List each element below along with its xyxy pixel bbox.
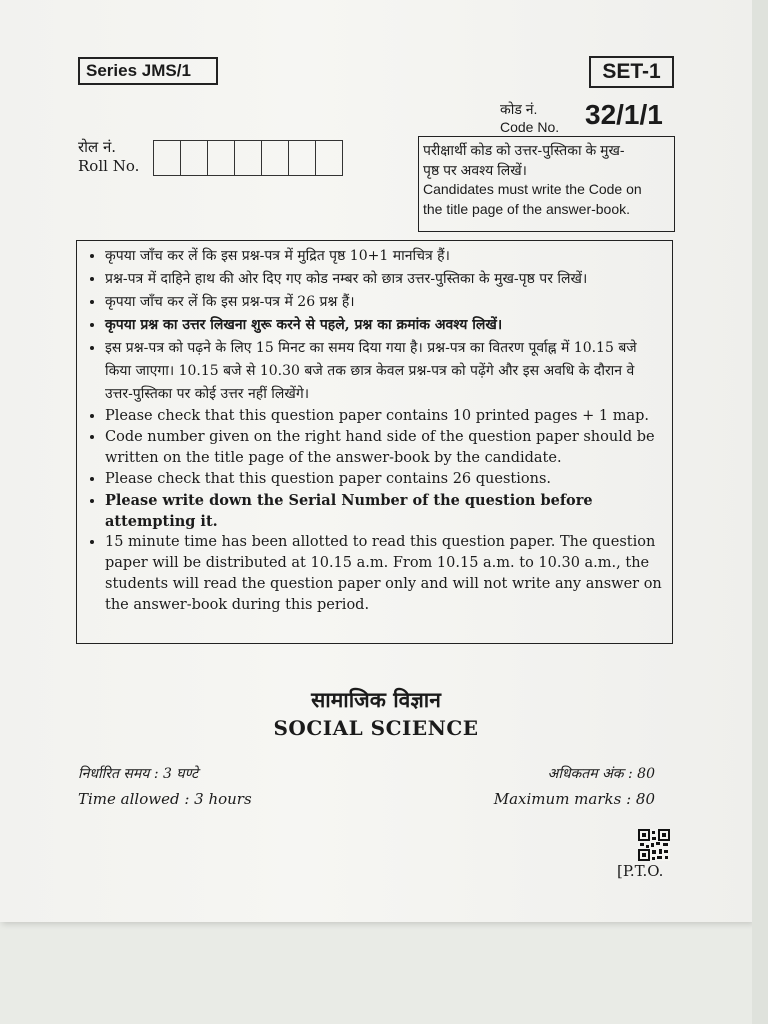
maximum-marks-english: Maximum marks : 80 [493,790,655,808]
instruction-hindi-code: • प्रश्न-पत्र में दाहिने हाथ की ओर दिए गए कोड नम्बर को छात्र उत्तर-पुस्तिका के मुख-पृष्ठ पर लिखें। [105,268,662,291]
instruction-hindi-pages: • कृपया जाँच कर लें कि इस प्रश्न-पत्र में मुद्रित पृष्ठ 10+1 मानचित्र हैं। [105,245,662,268]
instruction-english-pages: • Please check that this question paper contains 10 printed pages + 1 map. [105,406,662,427]
instruction-hindi-reading-time: • इस प्रश्न-पत्र को पढ़ने के लिए 15 मिनट का समय दिया गया है। प्रश्न-पत्र का वितरण पूर्वाह्न में 10.15 बजे किया जाएगा। 10.15 बजे से 10.30 बजे तक छात्र केवल प्रश्न-पत्र को पढ़ेंगे और इस अवधि के दौरान वे उत्तर-पुस्तिका पर कोई उत्तर नहीं लिखेंगे। [105,337,662,406]
instruction-hindi-serial: • कृपया प्रश्न का उत्तर लिखना शुरू करने से पहले, प्रश्न का क्रमांक अवश्य लिखें। [105,314,662,337]
instructions-box [76,240,673,644]
subject-title-hindi: सामाजिक विज्ञान [311,687,441,712]
instruction-english-code: • Code number given on the right hand side of the question paper should be written on the title page of the answer-book by the candidate. [105,427,662,469]
roll-label-hindi: रोल नं. [78,138,117,156]
instruction-hindi-questions: • कृपया जाँच कर लें कि इस प्रश्न-पत्र में 26 प्रश्न हैं। [105,291,662,314]
roll-digit-box[interactable] [289,141,316,175]
series-label: Series JMS/1 [78,57,218,85]
instruction-english-serial: • Please write down the Serial Number of the question before attempting it. [105,490,662,532]
code-number-value: 32/1/1 [585,99,663,130]
roll-digit-box[interactable] [235,141,262,175]
roll-label-english: Roll No. [78,157,140,175]
qr-code-icon [638,829,670,861]
subject-title-english: SOCIAL SCIENCE [273,716,479,740]
candidate-note-english-line2: the title page of the answer-book. [423,200,631,217]
code-number-label [500,100,559,136]
roll-number-label [78,138,139,176]
background-edge [752,0,768,1024]
roll-digit-box[interactable] [262,141,289,175]
set-label: SET-1 [589,56,674,88]
instruction-english-questions: • Please check that this question paper contains 26 questions. [105,469,662,490]
instructions-list [87,245,662,616]
code-label-english: Code No. [500,119,560,135]
roll-digit-box[interactable] [208,141,235,175]
candidate-note-hindi-line1: परीक्षार्थी कोड को उत्तर-पुस्तिका के मुख- [423,142,625,158]
roll-digit-box[interactable] [154,141,181,175]
candidate-note-english-line1: Candidates must write the Code on [423,181,642,197]
please-turn-over: [P.T.O. [617,862,664,880]
candidate-code-note [418,136,675,232]
candidate-note-hindi-line2: पृष्ठ पर अवश्य लिखें। [423,161,527,178]
instruction-english-reading-time: • 15 minute time has been allotted to read this question paper. The question paper will be distributed at 10.15 a.m. From 10.15 a.m. to 10.30 a.m., the students will read the question paper only and will not write any answer on the answer-book during this period. [105,532,662,616]
code-label-hindi: कोड नं. [500,101,538,117]
roll-number-boxes[interactable] [153,140,343,176]
time-allowed-english: Time allowed : 3 hours [78,790,252,808]
maximum-marks-hindi: अधिकतम अंक : 80 [547,766,655,782]
time-allowed-hindi: निर्धारित समय : 3 घण्टे [78,766,199,782]
roll-digit-box[interactable] [316,141,342,175]
roll-digit-box[interactable] [181,141,208,175]
